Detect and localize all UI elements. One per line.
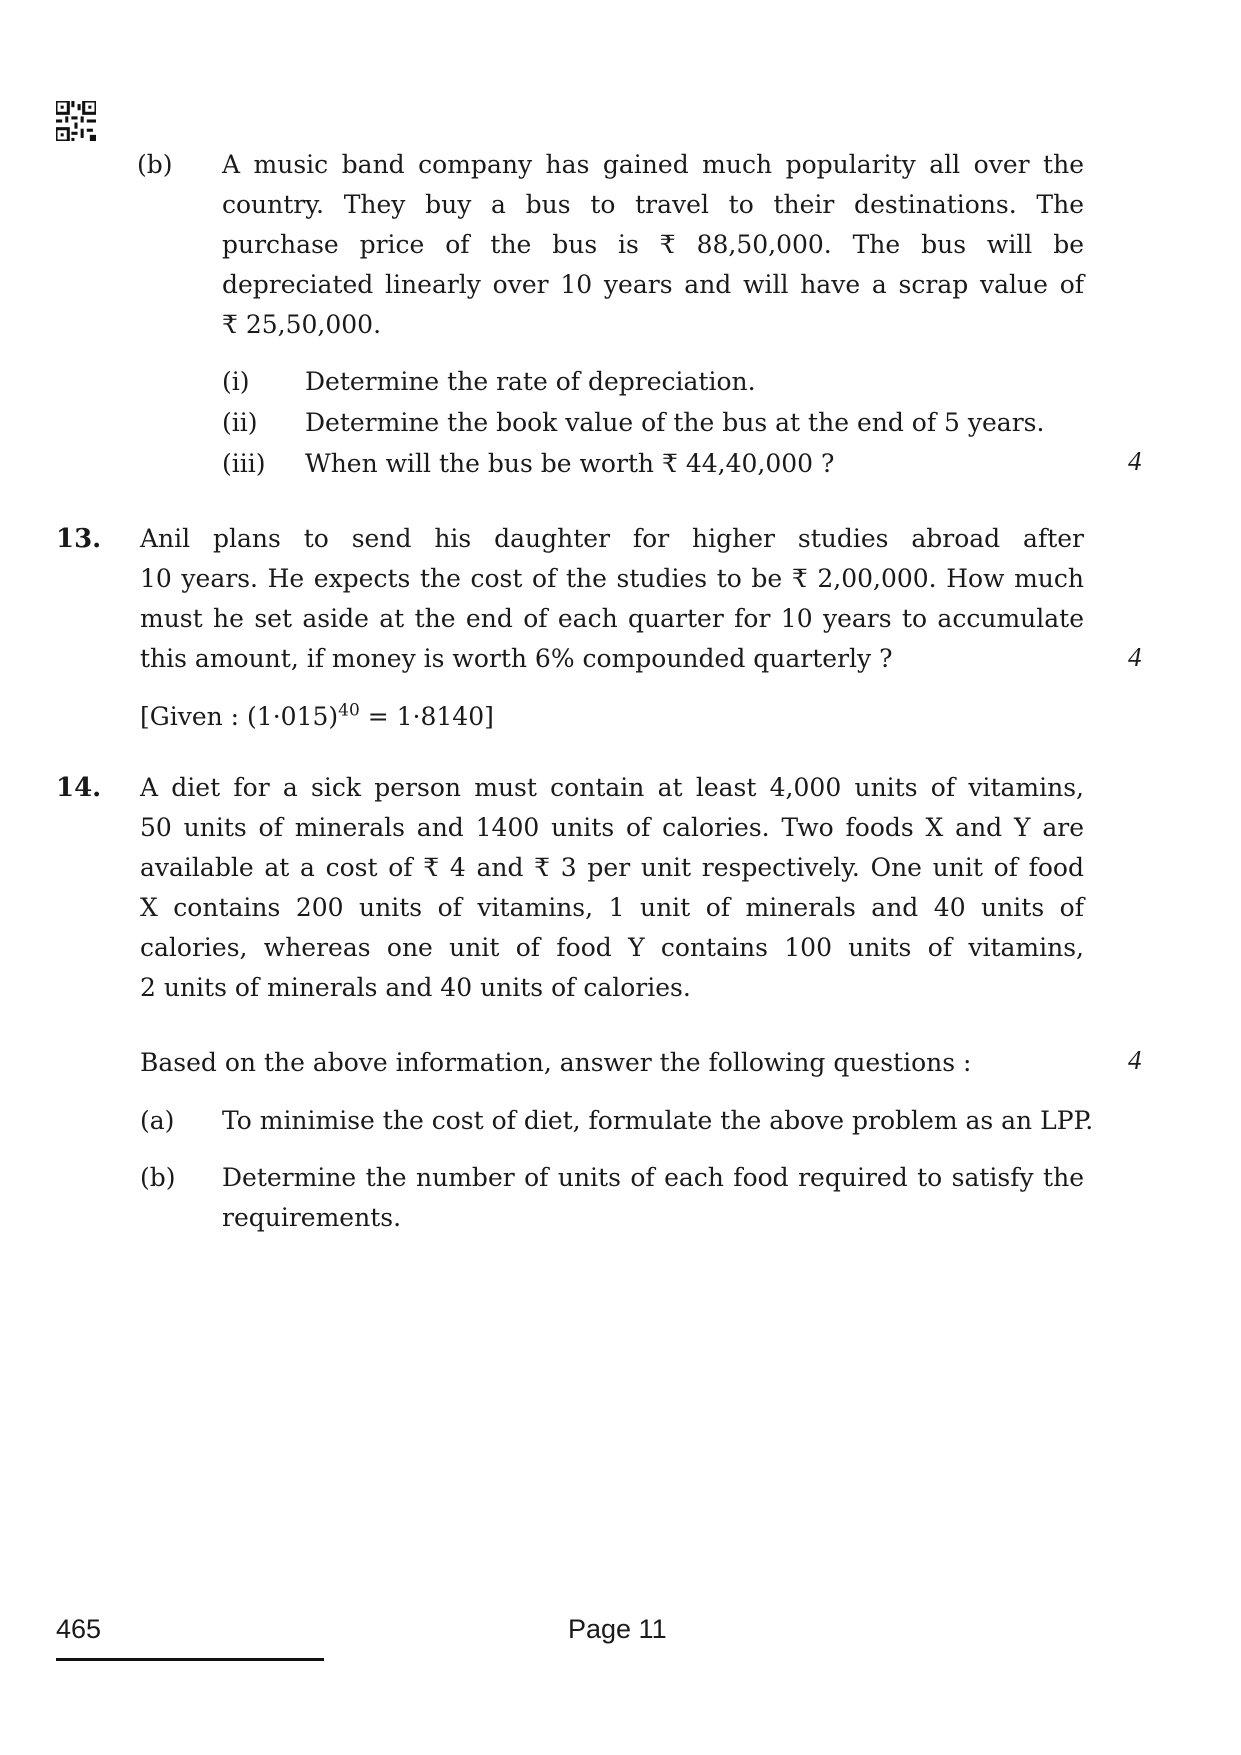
q12b-subpart-text: When will the bus be worth ₹ 44,40,000 ? — [305, 449, 835, 478]
q14-number: 14. — [56, 773, 102, 803]
q12b-line: depreciated linearly over 10 years and will have a scrap value of — [222, 270, 1084, 299]
q12b-line: purchase price of the bus is ₹ 88,50,000. The bus will be — [222, 230, 1084, 259]
q13-marks: 4 — [1128, 642, 1142, 672]
q14-part-label: (b) — [140, 1163, 176, 1192]
q12b-marks: 4 — [1128, 446, 1142, 476]
q14-instruction: Based on the above information, answer the following questions : — [140, 1048, 972, 1077]
q14-line: calories, whereas one unit of food Y contains 100 units of vitamins, — [140, 933, 1084, 962]
footer-rule — [56, 1658, 324, 1661]
q12b-line: country. They buy a bus to travel to their destinations. The — [222, 190, 1084, 219]
q13-line: this amount, if money is worth 6% compounded quarterly ? — [140, 644, 893, 673]
q12b-body — [222, 145, 1084, 345]
q14-part-label: (a) — [140, 1106, 175, 1135]
q14-marks: 4 — [1128, 1045, 1142, 1075]
q14-line: X contains 200 units of vitamins, 1 unit of minerals and 40 units of — [140, 893, 1084, 922]
q13-body — [140, 519, 1084, 679]
page-number: Page 11 — [568, 1614, 667, 1644]
q14-part-body — [222, 1158, 1084, 1238]
q13-given-prefix: [Given : (1·015) — [140, 702, 339, 731]
q13-line: must he set aside at the end of each quarter for 10 years to accumulate — [140, 604, 1084, 633]
q12b-subpart-label: (ii) — [222, 408, 258, 437]
q12b-label: (b) — [137, 150, 173, 179]
paper-code: 465 — [56, 1614, 102, 1644]
q12b-line: A music band company has gained much popularity all over the — [222, 150, 1084, 179]
q13-given — [140, 697, 494, 737]
q12b-subpart-text: Determine the book value of the bus at the end of 5 years. — [305, 408, 1045, 437]
q12b-subpart-label: (i) — [222, 367, 250, 396]
q14-part-text: To minimise the cost of diet, formulate the above problem as an LPP. — [222, 1106, 1094, 1135]
q14-body — [140, 768, 1084, 1008]
q14-part-text: requirements. — [222, 1203, 402, 1232]
q14-line: A diet for a sick person must contain at least 4,000 units of vitamins, — [140, 773, 1084, 802]
q14-line: available at a cost of ₹ 4 and ₹ 3 per unit respectively. One unit of food — [140, 853, 1084, 882]
q14-line: 50 units of minerals and 1400 units of calories. Two foods X and Y are — [140, 813, 1084, 842]
qr-code-icon — [56, 101, 96, 141]
q14-line: 2 units of minerals and 40 units of calories. — [140, 973, 691, 1002]
q13-given-suffix: = 1·8140] — [359, 702, 494, 731]
q12b-line: ₹ 25,50,000. — [222, 310, 382, 339]
q13-line: 10 years. He expects the cost of the studies to be ₹ 2,00,000. How much — [140, 564, 1084, 593]
q13-given-exponent: 40 — [338, 700, 360, 721]
q13-number: 13. — [56, 524, 102, 554]
q12b-subpart-text: Determine the rate of depreciation. — [305, 367, 756, 396]
q13-line: Anil plans to send his daughter for higher studies abroad after — [140, 524, 1084, 553]
q12b-subpart-label: (iii) — [222, 449, 266, 478]
q14-part-text: Determine the number of units of each food required to satisfy the — [222, 1163, 1084, 1192]
